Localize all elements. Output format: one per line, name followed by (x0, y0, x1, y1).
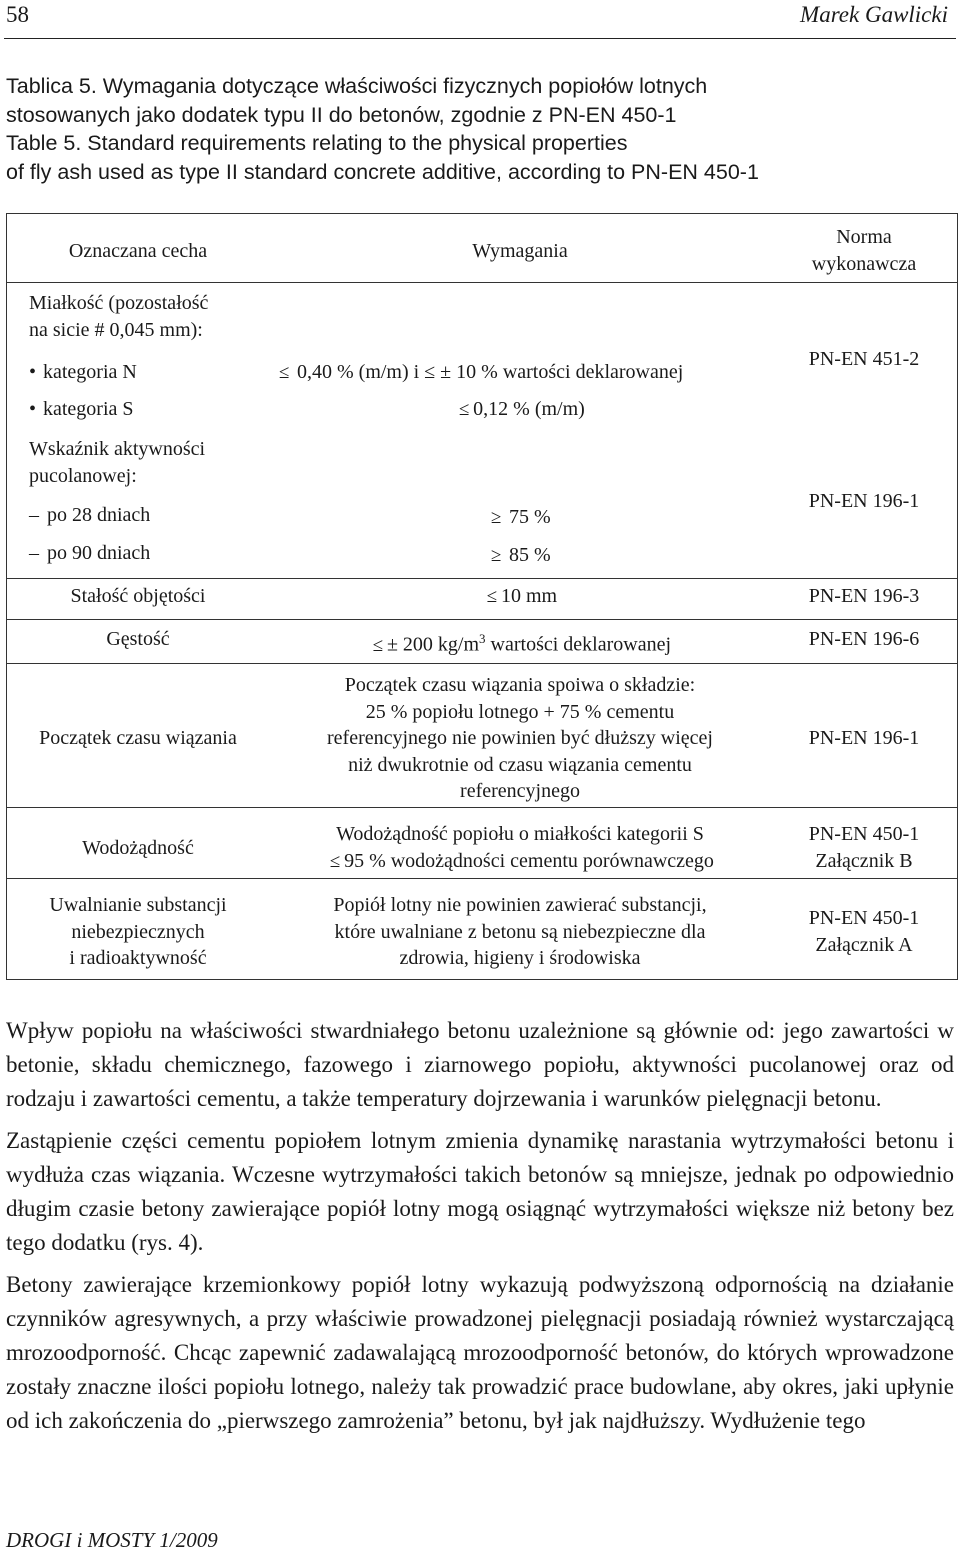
density-value: ± 200 kg/m (386, 633, 480, 656)
setting-requirement-line-3: referencyjnego nie powinien być dłuższy więcej (327, 727, 713, 749)
pozzolanic-norm: PN-EN 196-1 (808, 490, 920, 512)
row-divider (7, 619, 957, 620)
less-equal-icon: ≤ (486, 586, 498, 607)
hazard-label-line-1: Uwalnianie substancji (49, 894, 227, 916)
caption-pl-line-2: stosowanych jako dodatek typu II do betonów, zgodnie z PN-EN 450-1 (6, 102, 677, 127)
hazard-requirement-line-1: Popiół lotny nie powinien zawierać substancji, (333, 894, 707, 916)
fineness-cat-s (29, 396, 134, 423)
body-text (6, 1014, 954, 1446)
d28-label: po 28 dniach (47, 504, 151, 526)
water-label: Wodożądność (82, 837, 194, 859)
hazard-label-line-2: niebezpiecznych (71, 920, 205, 943)
row-divider (7, 282, 957, 283)
water-norm-line-2: Załącznik B (815, 849, 913, 872)
pozzolanic-label-line-2: pucolanowej: (29, 464, 137, 487)
pozzolanic-label-line-1: Wskaźnik aktywności (29, 438, 206, 460)
fineness-cat-s-requirement (269, 396, 771, 424)
paragraph: Zastąpienie części cementu popiołem lotnym zmienia dynamikę narastania wytrzymałości betonu i wydłuża czas wiązania. Wczesne wytrzymałości takich betonów są mniejsze, jednak po odpowiednio długim czasie betony zawierające popiół lotny mogą osiągnąć wytrzymałości większe niż betony bez tego dodatku (rys. 4). (6, 1128, 954, 1255)
hazard-norm-line-2: Załącznik A (815, 933, 913, 956)
setting-requirement-line-5: referencyjnego (460, 780, 580, 802)
cat-n-value: 0,40 % (m/m) i ≤ ± 10 % wartości deklarowanej (297, 361, 684, 383)
row-divider (7, 878, 957, 879)
less-equal-icon: ≤ (329, 850, 341, 872)
caption-en-line-1: Table 5. Standard requirements relating to the physical properties (6, 131, 628, 155)
header-norm-line-1: Norma (836, 226, 892, 248)
hazard-norm-line-1: PN-EN 450-1 (808, 907, 920, 929)
d90-label: po 90 dniach (47, 542, 151, 564)
hazard-requirement-line-2: które uwalniane z betonu są niebezpieczne dla (334, 920, 706, 943)
fineness-cat-n (29, 359, 137, 386)
cat-s-value: 0,12 % (m/m) (473, 398, 585, 420)
fineness-label-line-1: Miałkość (pozostałość (29, 292, 209, 314)
dash-icon: – (29, 542, 39, 564)
hazard-norm (771, 905, 957, 958)
soundness-value: 10 mm (500, 585, 558, 607)
caption-en-line-2: of fly ash used as type II standard concrete additive, according to PN-EN 450-1 (6, 159, 759, 184)
page-header (6, 0, 954, 38)
water-norm (771, 821, 957, 874)
fineness-norm: PN-EN 451-2 (808, 348, 920, 370)
hazard-label (7, 892, 269, 972)
density-value-suffix: wartości deklarowanej (485, 633, 672, 656)
soundness-label: Stałość objętości (70, 585, 206, 607)
fineness-cat-n-requirement (279, 359, 683, 387)
setting-requirement (269, 672, 771, 805)
water-requirement-line-2 (269, 848, 771, 876)
density-unit-exponent: 3 (479, 631, 486, 646)
setting-requirement-line-1: Początek czasu wiązania spoiwa o składzie: (344, 674, 696, 696)
hazard-requirement (269, 892, 771, 972)
water-requirement-line-1: Wodożądność popiołu o miałkości kategorii S (336, 823, 704, 845)
bullet-icon: • (29, 361, 37, 383)
hazard-label-line-3: i radioaktywność (69, 947, 207, 969)
fineness-label-line-2: na sicie # 0,045 mm): (29, 318, 203, 341)
less-equal-icon: ≤ (279, 362, 290, 383)
d28-value: 75 % (509, 506, 551, 528)
row-divider (7, 663, 957, 664)
header-property: Oznaczana cecha (68, 240, 208, 262)
d90-value: 85 % (509, 544, 551, 566)
density-label: Gęstość (106, 628, 170, 650)
pozzolanic-90d (29, 540, 150, 567)
greater-equal-icon: ≥ (491, 545, 502, 566)
pozzolanic-28d-requirement (491, 504, 551, 532)
setting-requirement-line-2: 25 % popiołu lotnego + 75 % cementu (365, 700, 675, 723)
running-head-author: Marek Gawlicki (800, 2, 948, 27)
fineness-label (29, 290, 208, 343)
row-divider (7, 578, 957, 579)
soundness-norm: PN-EN 196-3 (808, 585, 920, 607)
requirements-table (6, 213, 958, 980)
density-norm: PN-EN 196-6 (808, 628, 920, 650)
cat-n-label: kategoria N (43, 361, 137, 383)
setting-requirement-line-4: niż dwukrotnie od czasu wiązania cementu (348, 753, 692, 776)
pozzolanic-28d (29, 502, 150, 529)
less-equal-icon: ≤ (458, 399, 470, 420)
dash-icon: – (29, 504, 39, 526)
header-norm-line-2: wykonawcza (811, 252, 917, 275)
row-divider (7, 807, 957, 808)
paragraph: Wpływ popiołu na właściwości stwardniałego betonu uzależnione są głównie od: jego zawartości w betonie, składu chemicznego, fazowego i ziarnowego popiołu, aktywności pucolanowej oraz od rodzaju i zawartości cementu, a także temperatury dojrzewania i warunków pielęgnacji betonu. (6, 1018, 954, 1111)
density-requirement (269, 626, 771, 659)
greater-equal-icon: ≥ (491, 507, 502, 528)
less-equal-icon: ≤ (372, 634, 384, 656)
bullet-icon: • (29, 398, 37, 420)
water-requirement (269, 821, 771, 875)
caption-pl-line-1: Tablica 5. Wymagania dotyczące właściwości fizycznych popiołów lotnych (6, 74, 708, 98)
water-norm-line-1: PN-EN 450-1 (808, 823, 920, 845)
setting-norm: PN-EN 196-1 (808, 727, 920, 749)
pozzolanic-label (29, 436, 205, 489)
header-rule (4, 38, 956, 39)
setting-label: Początek czasu wiązania (39, 727, 237, 749)
header-requirement: Wymagania (472, 240, 568, 262)
journal-footer: DROGI i MOSTY 1/2009 (6, 1528, 218, 1552)
pozzolanic-90d-requirement (491, 542, 551, 570)
header-norm (771, 224, 957, 277)
table-caption (6, 72, 954, 186)
cat-s-label: kategoria S (43, 398, 134, 420)
page-number: 58 (6, 2, 29, 27)
water-requirement-value: 95 % wodożądności cementu porównawczego (344, 849, 714, 872)
soundness-requirement (269, 583, 771, 611)
paragraph: Betony zawierające krzemionkowy popiół lotny wykazują podwyższoną odpornością na działanie czynników agresywnych, a przy właściwie prowadzonej pielęgnacji posiadają również wystarczającą mrozoodporność. Chcąc zapewnić zadawalającą mrozoodporność betonów, do których wprowadzone zostały znaczne ilości popiołu lotnego, należy tak prowadzić prace budowlane, aby okres, jaki upłynie od ich zakończenia do „pierwszego zamrożenia” betonu, był jak najdłuższy. Wydłużenie tego (6, 1272, 954, 1433)
hazard-requirement-line-3: zdrowia, higieny i środowiska (399, 947, 641, 969)
